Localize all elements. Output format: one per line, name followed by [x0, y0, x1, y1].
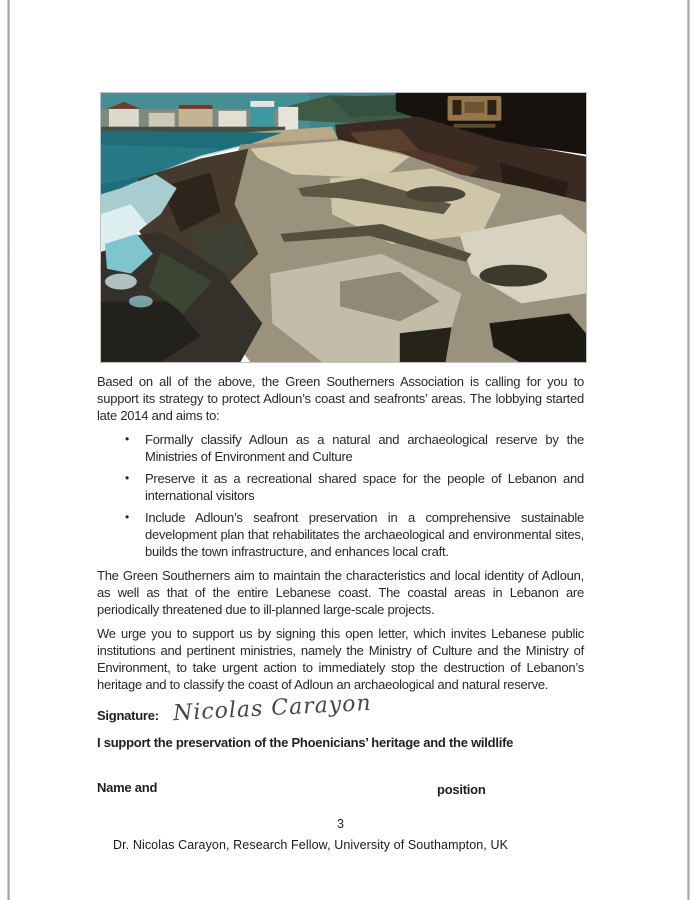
page-right-edge-shadow — [687, 0, 690, 900]
intro-paragraph: Based on all of the above, the Green Southerners Association is calling for you to support its strategy to protect Adloun’s coast and seafronts’ areas. The lobbying started late 2014 and aims to: — [97, 374, 584, 423]
letter-body — [97, 373, 584, 854]
list-item — [125, 509, 584, 560]
page-number: 3 — [337, 817, 344, 831]
bullet-icon: • — [125, 471, 129, 485]
page-left-edge-shadow — [7, 0, 10, 900]
aim-development-plan: Include Adloun’s seafront preservation in a comprehensive sustainable development plan that rehabilitates the archaeological and environmental sites, builds the town infrastructure, and enhances local craft. — [145, 510, 584, 559]
list-item — [125, 431, 584, 465]
name-label: Name and — [97, 780, 158, 795]
aim-recreational-space: Preserve it as a recreational shared space for the people of Lebanon and international visitors — [145, 471, 584, 503]
bullet-icon: • — [125, 432, 129, 446]
adloun-coast-photo — [100, 92, 587, 363]
bullet-icon: • — [125, 510, 129, 524]
footer-credit: Dr. Nicolas Carayon, Research Fellow, University of Southampton, UK — [112, 838, 509, 852]
aim-classify-reserve: Formally classify Adloun as a natural and archaeological reserve by the Ministries of Environment and Culture — [145, 432, 584, 464]
identity-paragraph: The Green Southerners aim to maintain the characteristics and local identity of Adloun, as well as that of the entire Lebanese coast. The coastal areas in Lebanon are periodically threatened due to ill-planned large-scale projects. — [97, 568, 584, 617]
photo-buildings — [101, 101, 298, 134]
aims-list — [97, 431, 584, 560]
signature-row — [97, 690, 584, 730]
signature-label: Signature: — [97, 708, 159, 723]
handwritten-signature: Nicolas Carayon — [172, 690, 373, 727]
urge-paragraph: We urge you to support us by signing this open letter, which invites Lebanese public institutions and pertinent ministries, namely the Ministry of Culture and the Ministry of Environment, to take urgent action to immediately stop the destruction of Lebanon’s heritage and to classify the coast of Adloun an archaeological and natural reserve. — [97, 626, 584, 692]
position-label: position — [437, 782, 486, 797]
list-item — [125, 470, 584, 504]
support-statement: I support the preservation of the Phoenicians’ heritage and the wildlife — [97, 735, 514, 750]
name-position-row — [97, 779, 584, 796]
